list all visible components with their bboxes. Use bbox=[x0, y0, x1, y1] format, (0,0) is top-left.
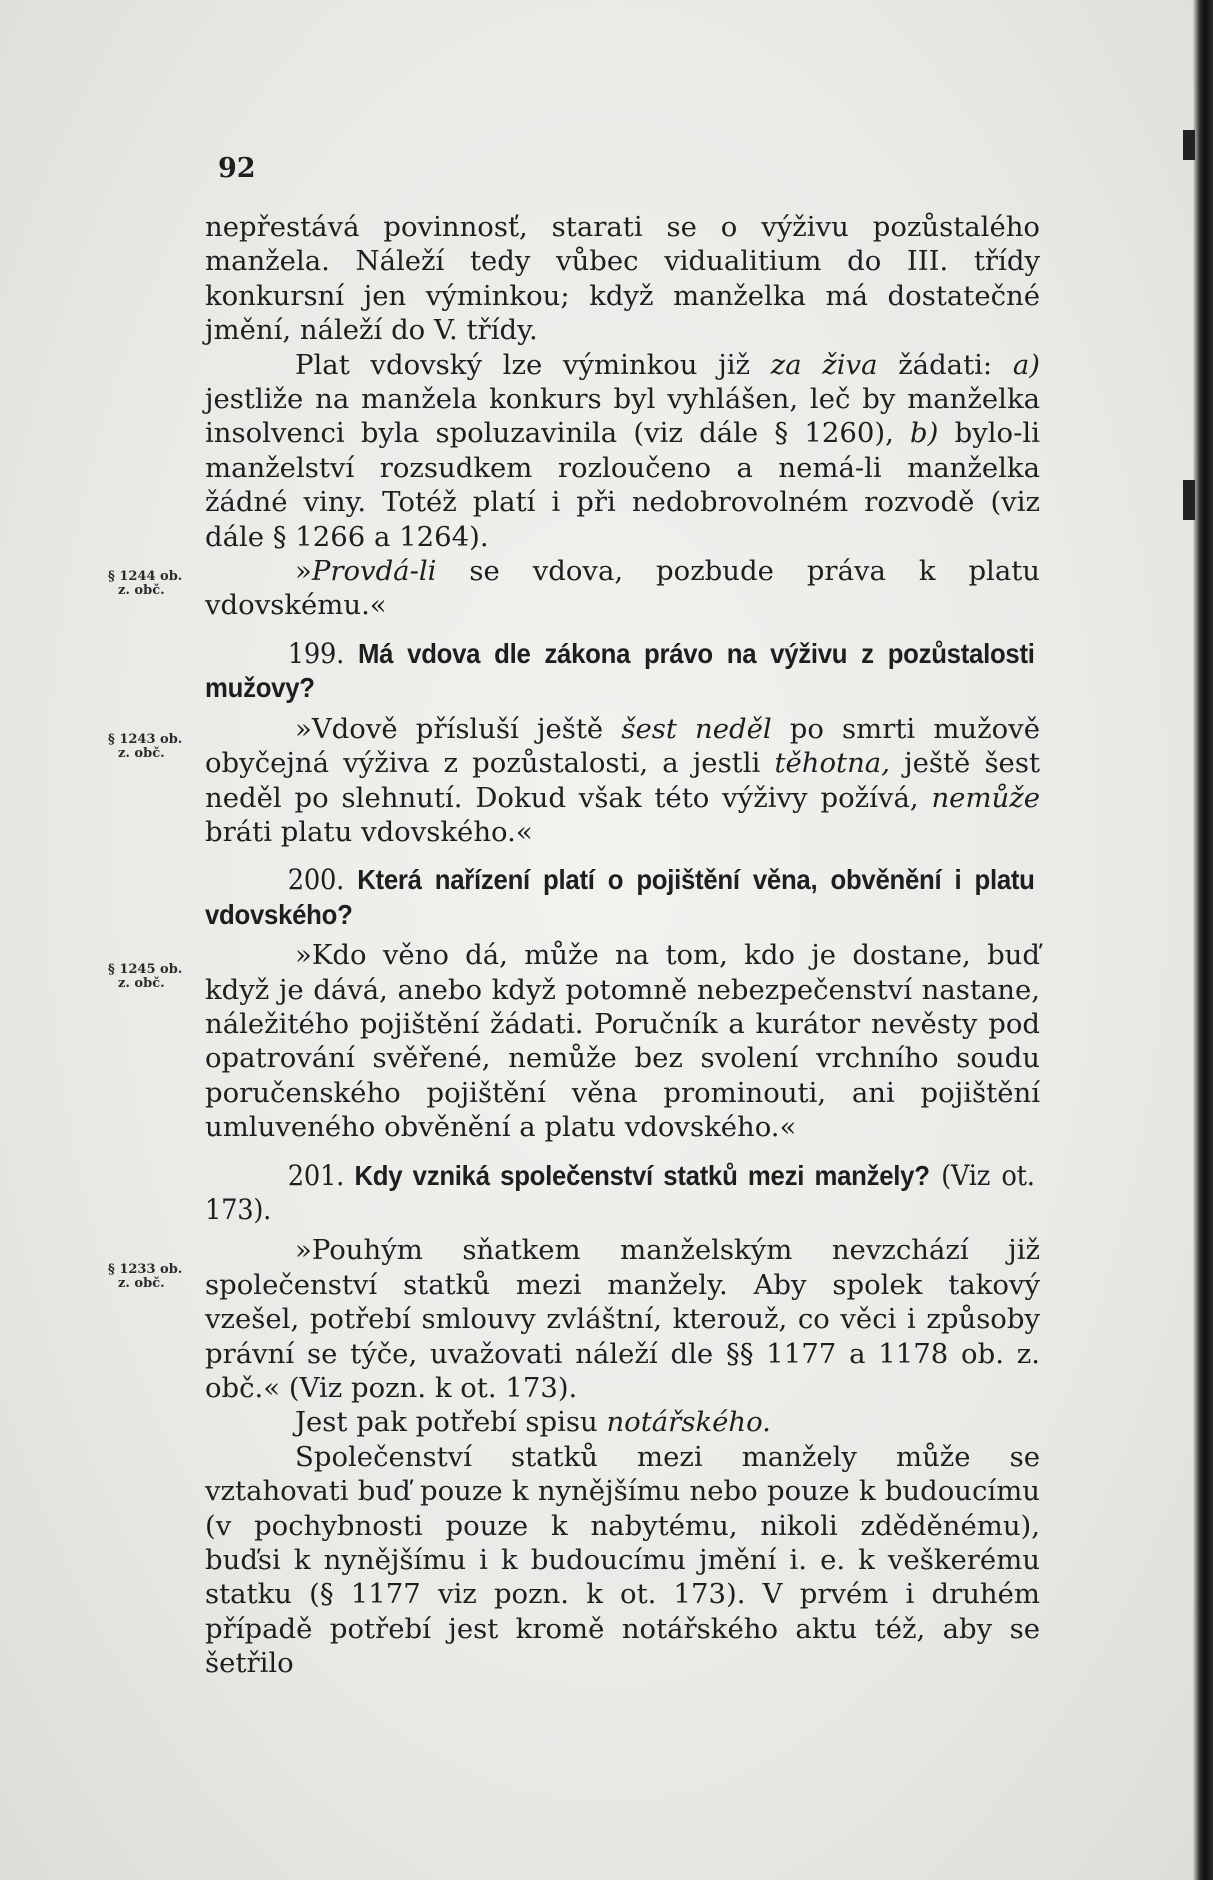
paragraph bbox=[205, 554, 1040, 623]
italic-run: a) bbox=[1012, 348, 1041, 381]
text-run: Jest pak potřebí spisu bbox=[295, 1406, 607, 1439]
question-text: Která nařízení platí o pojištění věna, obvěnění i platu vdovského? bbox=[205, 864, 1035, 930]
edge-mark bbox=[1183, 130, 1195, 160]
margin-note-sub: z. obč. bbox=[118, 746, 165, 761]
question-text: Kdy vzniká společenství statků mezi manžely? bbox=[354, 1159, 930, 1191]
question-reference: (Viz ot. 173). bbox=[205, 1158, 1035, 1226]
paragraph: nepřestává povinnosť, starati se o výživu pozůstalého manžela. Náleží tedy vůbec vidualitium do III. třídy konkursní jen výminkou; když manželka má dostatečné jmění, náleží do V. třídy. bbox=[205, 211, 1040, 347]
text-run: Plat vdovský lze výminkou již bbox=[295, 348, 771, 381]
page-number: 92 bbox=[218, 153, 256, 184]
question-number: 200. bbox=[287, 863, 345, 897]
margin-note-sub: z. obč. bbox=[118, 583, 165, 598]
text-run: bylo-li manželství rozsudkem rozloučeno a nemá-li manželka žádné viny. Totéž platí i při nedobrovolném rozvodě (viz dále § 1266 a 1264). bbox=[205, 417, 1040, 553]
question-heading-200 bbox=[205, 863, 1035, 932]
question-heading-201 bbox=[205, 1159, 1035, 1228]
paragraph bbox=[205, 348, 1040, 554]
question-number: 199. bbox=[287, 636, 345, 670]
italic-run: šest neděl bbox=[621, 712, 772, 745]
text-run: se vdova, pozbude práva k platu vdovskému.« bbox=[205, 555, 1040, 622]
italic-run: b) bbox=[910, 417, 939, 450]
margin-note-ref: § 1243 ob. bbox=[108, 732, 183, 747]
margin-note-ref: § 1244 ob. bbox=[108, 569, 183, 584]
paragraph: »Kdo věno dá, může na tom, kdo je dostane, buď když je dává, anebo když potomně nebezpečenství nastane, náležitého pojištění žádati. Poručník a kurátor nevěsty pod opatrování svěřené, nemůže bez svolení vrchního soudu poručenského pojištění věna prominouti, ani pojištění umluveného obvěnění a platu vdovského.« bbox=[205, 939, 1040, 1144]
question-number: 201. bbox=[287, 1158, 345, 1192]
margin-note-ref: § 1233 ob. bbox=[108, 1262, 183, 1277]
margin-note-1244 bbox=[108, 570, 182, 598]
text-run: » bbox=[295, 555, 312, 588]
italic-run: Provdá-li bbox=[311, 555, 437, 588]
paragraph: Společenství statků mezi manžely může se vztahovati buď pouze k nynějšímu nebo pouze k budoucímu (v pochybnosti pouze k nabytému, nikoli zděděnému), buďsi k nynějšímu i k budoucímu jmění i. e. k veškerému statku (§ 1177 viz pozn. k ot. 173). V prvém i druhém případě potřebí jest kromě notářského aktu též, aby se šetřilo bbox=[205, 1440, 1040, 1680]
body-text bbox=[205, 210, 1040, 1681]
italic-run: notářského. bbox=[606, 1406, 771, 1439]
margin-note-sub: z. obč. bbox=[118, 976, 165, 991]
text-run: bráti platu vdovského.« bbox=[205, 815, 533, 848]
margin-note-sub: z. obč. bbox=[118, 1276, 165, 1291]
paragraph: »Pouhým sňatkem manželským nevzchází již společenství statků mezi manžely. Aby spolek takový vzešel, potřebí smlouvy zvláštní, kterouž, co věci i způsoby právní se týče, uvažovati náleží dle §§ 1177 a 1178 ob. z. obč.« (Viz pozn. k ot. 173). bbox=[205, 1234, 1040, 1404]
text-run: »Vdově přísluší ještě bbox=[295, 712, 622, 745]
paragraph bbox=[205, 1405, 1040, 1439]
margin-note-1233 bbox=[108, 1263, 182, 1291]
paragraph bbox=[205, 712, 1040, 850]
margin-note-1243 bbox=[108, 733, 182, 761]
edge-mark bbox=[1183, 480, 1195, 520]
text-run: ještě šest neděl po slehnutí. Dokud však této výživy požívá, bbox=[205, 747, 1040, 814]
italic-run: za živa bbox=[770, 348, 878, 381]
question-heading-199 bbox=[205, 637, 1035, 706]
text-run: žádati: bbox=[877, 348, 1013, 381]
italic-run: těhotna, bbox=[774, 747, 890, 780]
italic-run: nemůže bbox=[931, 781, 1040, 814]
text-run: jestliže na manžela konkurs byl vyhlášen, leč by manželka insolvenci byla spoluzavinila (viz dále § 1260), bbox=[205, 383, 1040, 450]
question-text: Má vdova dle zákona právo na výživu z pozůstalosti mužovy? bbox=[205, 637, 1035, 704]
page-edge-shadow bbox=[1193, 0, 1213, 1880]
margin-note-ref: § 1245 ob. bbox=[108, 962, 183, 977]
text-run: po smrti mužově obyčejná výživa z pozůstalosti, a jestli bbox=[205, 712, 1040, 780]
margin-note-1245 bbox=[108, 963, 182, 991]
